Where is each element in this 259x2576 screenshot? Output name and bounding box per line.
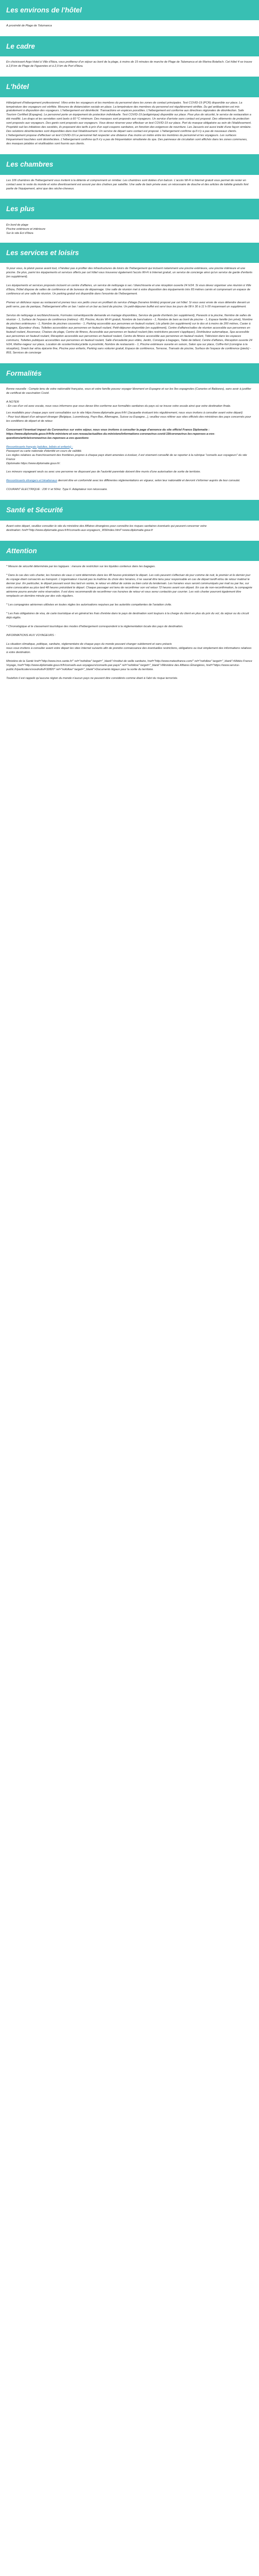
- section-body-plus: [0, 219, 259, 243]
- services-paragraph: Service de nettoyage à sec/blanchisserie, Formules romantiques/de demande en mariage disponibles, Service de garde d'enfants (en supplément), Parasols à la piscine, Nombre de salles de réunion - 1, Surface de l'espace de conférence (mètres) - 83, Piscine, Accès Wi-Fi gratuit, Nombre de bars/salons - 1, Nombre de bars au bord de piscine - 1, Espace famille (en privé), Nombre de piscines extérieures - 1, Nombre de piscines couvertes - 1, Parking accessible aux personnes en fauteuil roulant, Lits pliants (en supplément) sur le dos et à moins de 200 mètres, Casier à bagages, Épurateur d'eau, Toilettes accessibles aux personnes en fauteuil roulant, Petit-déjeuner disponible (en supplément), Centre d'affaires/salles de réunion accessible aux personnes en fauteuil roulant, Ascenseur, Chaises de plage, Centre de fitness, Accessible aux personnes en fauteuil roulant (des restrictions peuvent s'appliquer), Distributeur automatique, Spa accessible aux personnes en fauteuil roulant, Réception accessible aux personnes en fauteuil roulant, Centre de fitness accessible aux personnes en fauteuil roulant, Télévision dans les espaces communs, Toilettes publiques accessibles aux personnes en fauteuil roulant, Salle d'arcade/de jeux vidéo, Jardin, Consigne à bagages, Table de billard, Centre d'affaires, Réception ouverte 24 h/24, Maître-nageur sur place, Location de scooter/motocyclette à proximité, Nombre de restaurants - 1, Piscine extérieure ouverte en saison, Salon spa sur place, Coffre-fort (consigne à la réception), Snack bar et/ou épicerie fine, Piscine pour enfants, Parking sans voiturier gratuit, Espace de conférence, Terrasse, Transats de piscine, Surface de l'espace de conférence (pieds) - 893, Services de concierge: [6, 314, 253, 354]
- closing-paragraph: Toutefois il est rappelé qu'aucune région du monde n'aucun pays ne peuvent être considérés comme étant à l'abri du risque terroriste.: [6, 676, 178, 680]
- section-header-services: Les services et loisirs: [0, 243, 259, 263]
- services-paragraph: Les équipements et services proposés incluent un centre d'affaires, un service de nettoyage à sec / blanchisserie et une réception ouverte 24 h/24. Si vous devez organiser une réunion à Ville d'Ibiza, l'hôtel dispose de salles de conférence et de bureaux de dépannage. Une salle de réunion met à votre disposition des équipements très 83 mètres carrés et comprenant un espace de conférence et une salle de réunion. Un parking gratuit est disponible dans l'enceinte de l'hébergement.: [6, 284, 251, 295]
- passport-line: Diplomatie https://www.diplomatie.gouv.fr/.: [6, 462, 61, 465]
- links-paragraph: Ministère de la Santé href="http://www.invs.sante.fr/" rel="nofollow" target="_blank">Institut de veille sanitaire, href="http://www.meteofrance.com/" rel="nofollow" target="_blank">Météo France Voyage, href="http://www.diplomatie.gouv.fr/fr/conseils-aux-voyageurs/conseils-par-pays/" rel="nofollow" target="_blank">Ministère des Affaires Étrangères, href="https://www.service-public.fr/particuliers/vosdroits/F32820" rel="nofollow" target="_blank">Documents légaux pour la sortie du territoire.: [6, 659, 252, 671]
- section-body-sante: [0, 521, 259, 541]
- plus-line: Sur le site Ect d'Ibiza: [6, 231, 34, 235]
- formalites-paragraph: Bonne nouvelle : Compte tenu de votre nationalité française, vous et votre famille pouvez voyager librement en Espagne et sur les îles espagnoles (Canaries et Baléares), sans avoir à justifier de certificat de vaccination Covid.: [6, 387, 251, 395]
- attention-paragraph: * Dans le cas des vols charter, les horaires de vaux ci sont déterminés dans les 48 heures précédant le départ. Les vols peuvent s'effectuer de jour comme de nuit, le premier et le dernier jour du voyage étant consacrés au transport. L'organisateur n'aurait pas la maîtrise du choix des horaires, il ne saurait être tenu pour responsable en cas de départ tardif et/ou de retour matinal le dernier jour. En particulier, le départ pouvant avoir lieu tard en soirée, le retour en début de soirée ou bien celui du lendemain. Les horaires vous seront communiqués par mail ou par fax, sur votre convocation au plus tard 48 heures précédant le départ. Chaque passager est tenu de reconfirmer son vol retour 72 heures avant son départ. En cas de non-reconfirmation, la compagnie aérienne pourra annuler votre réservation. Il est donc recommandé de reconfirmer vos horaires de retour et vous serez contactés par courrier. Les vols charter pourront également être remplacés en dernière minute par des vols réguliers.: [6, 573, 252, 598]
- sante-paragraph: Avant votre départ, veuillez consulter le site du ministère des Affaires étrangères pour connaître les risques sanitaires éventuels qui peuvent concerner votre: [6, 524, 207, 528]
- section-header-attention: Attention: [0, 541, 259, 561]
- section-body-formalites: [0, 383, 259, 500]
- environs-line: À proximité de Plage de Tolumanca: [6, 24, 52, 28]
- cadre-paragraph: En choisissant Argo Hotel à Ville d'Ibiza, vous profiterez d'un séjour au bord de la plage, à moins de 15 minutes de marche de Plage de Talamanca et de Marina Botafoch. Cet hôtel 4 se trouve à 2,8 km de Plage de Figueretes et à 2,9 km de Port d'Ibiza.: [6, 61, 252, 68]
- section-header-hotel: L'hôtel: [0, 77, 259, 97]
- foreign-text: devront être en conformité avec les différentes réglementations en vigueur, selon leur nationalité et devront s'informer auprès de leur consulat.: [57, 479, 240, 483]
- formalites-note-heading: A NOTER: [6, 400, 19, 404]
- formalites-paragraph: Les modalités pour chaque pays sont consultables sur le site https://www.diplomatie.gouv.fr/fr/ (Jacquette évoluant très régulièrement, nous vous invitons à consulter avant votre départ): [6, 411, 243, 414]
- section-header-chambres: Les chambres: [0, 154, 259, 174]
- attention-paragraph: * Chronologique et le classement touristique des modes d'hébergement correspondent à la réglementation locale des pays de destination.: [6, 625, 183, 628]
- info-heading: INFORMATIONS AUX VOYAGEURS :: [6, 633, 56, 637]
- passport-line: Passeport ou carte nationale d'identité en cours de validité.: [6, 449, 82, 453]
- minors-paragraph: Les mineurs voyageant seuls ou avec une personne ne disposant pas de l'autorité parentale doivent être munis d'une autorisation de sortie de territoire.: [6, 470, 201, 474]
- covid-notice-text: Concernant l'éventuel impact du Coronavirus sur votre séjour, nous vous invitons à consulter la page d'annonce du site officiel France Diplomatie : https://www.diplomatie.gouv.fr/fr/le-ministere-et-son-reseau/actualites-du-ministere/informations-coronavirus-covid-19/coronavirus-les-reponses-a-vos-questions/article/coronavirus-les-reponses-a-vos-questions: [6, 428, 215, 440]
- section-body-cadre: [0, 56, 259, 77]
- info-paragraph: La situation climatique, politique, sanitaire, réglementaire de chaque pays du monde pouvant changer subitement et sans préavis: [6, 642, 172, 646]
- passport-line: Les règles relatives au franchissement des frontières propres à chaque pays étant amenées à évoluer, il est vivement conseillé de se reporter à la rubrique "conseils aux voyageurs" du site France: [6, 453, 247, 461]
- section-body-chambres: [0, 175, 259, 199]
- foreign-paragraph: [6, 479, 253, 483]
- section-header-plus: Les plus: [0, 199, 259, 219]
- formalites-paragraph: - En cas d'un vol avec escale, nous vous informons que vous devez être conforme aux formalités sanitaires du pays où se trouve votre escale ainsi que votre destination finale.: [6, 404, 231, 408]
- services-paragraph: Si pour vous, le plaisir passe avant tout, n'hésitez pas à profiter des infrastructures de loisirs de l'hébergement qui incluent notamment une piscine extérieure, une piscine intérieure et une piscine. De plus, parmi les équipements et services offerts par cet hôtel vous trouverez également l'accès Wi-Fi à Internet gratuit, un service de concierge ainsi qu'un service de garde d'enfants (en supplément).: [6, 267, 253, 278]
- passport-link[interactable]: Ressortissants français (adultes, bébés et enfants) :: [6, 445, 73, 449]
- section-header-sante: Santé et Sécurité: [0, 500, 259, 520]
- attention-paragraph: * Les compagnies aériennes utilisées en toutes règles les autorisations requises par les autorités compétentes de l'aviation civile.: [6, 603, 172, 606]
- hotel-paragraph: Hôte/gérant d'hébergement professionnel. Vibro entre les voyageurs et les membres du personnel dans les zones de contact principales. Test COVID-19 (PCR) disponible sur place. La température des voyageurs est vérifiée. Mesures de distanciation sociale en place. La température des membres du personnel est régulièrement vérifiée. Du gel antibactérien est mis gratuitement à disposition des voyageurs. L'hébergement est désinfecté. Transactions en espèces possibles. L'hébergement est conforme aux directives régionales de désinfection. Safe Tourism Certified (Espagne). Le personnel porte un équipement de protection individuelle. Test COVID-19 (antigénique) disponible sur place. Pour plus de sécurité, le service de restauration a été modifié. Les draps et les serviettes sont lavés à 60 °C minimum. Des masques sont proposés aux voyageurs. Un service d'arrivée sans contact est proposé. Des vêtements de protection sont proposés aux voyageurs. Des gants sont proposés aux voyageurs. Vous devez réserver pour effectuer un test COVID-19 sur place. Port du masque obligatoire au sein de l'établissement. Propriété suit les initiatives des sociétés, ils proposent des tarifs à prix d'un sept coupons sanitaires, en fonction des exigences de nourriture. Les Jacuzzis est aussi traité d'une façon similaire. Des solutions désinfectantes sont disponibles dans tout l'établissement. Un service de départ sans contact est proposé. L'hébergement confirme qu'il n'y a pas de nouveaux clients. L'hébergement propose d'effectuer un test COVID-19 Le personnel fait respecter une distance d'au moins un mètre entre les membres du personnel et les voyageurs. Les surfaces fréquemment touchées sont désinfectées. L'hébergement confirme qu'il n'y a pas de fréquentation simultanée du spa. Des panneaux de circulation sont affichés dans les zones communes, des masques jetables et réutilisables sont fournis aux clients.: [6, 101, 252, 146]
- page: [0, 0, 259, 688]
- attention-paragraph: * Mesure de sécurité déterminée par les logiques : mesure de restriction sur les liquides contenus dans les bagages.: [6, 565, 156, 568]
- sante-paragraph: destination: href="http://www.diplomatie.gouv.fr/fr/conseils-aux-voyageurs_909/index.html">www.diplomatie.gouv.fr: [6, 528, 153, 532]
- attention-paragraph: * Les frais obligatoires de visa, de carte touristique et en général les frais d'entrée dans le pays de destination sont toujours à la charge du client en plus du prix du vol, du séjour ou du circuit déjà réglés.: [6, 612, 249, 619]
- section-body-services: [0, 263, 259, 363]
- section-header-environs: Les environs de l'hôtel: [0, 0, 259, 20]
- plus-line: En bord de plage: [6, 223, 28, 227]
- section-header-cadre: Le cadre: [0, 36, 259, 56]
- plus-line: Piscine extérieure et intérieure: [6, 227, 46, 231]
- info-paragraph: nous vous invitons à consulter avant votre départ les sites Internet suivants afin de prendre connaissance des éventuelles restrictions, obligations ou tout simplement des informations relatives à votre destination.: [6, 646, 252, 654]
- section-header-formalites: Formalités: [0, 363, 259, 383]
- currency-paragraph: COURANT ELECTRIQUE : 230 V et 50Hz. Type F. Adaptateur non nécessaire.: [6, 488, 108, 492]
- formalites-paragraph: - Pour tout départ d'un aéroport étranger (Belgique, Luxembourg, Pays-Bas, Allemagne, Suisse ou Espagne...), veuillez vous référer aux sites officiels des ministères des pays concernés pour les conditions de départ et de retour.: [6, 415, 251, 423]
- section-body-hotel: [0, 97, 259, 155]
- section-body-environs: [0, 20, 259, 36]
- foreign-link[interactable]: Ressortissants étrangers et binationaux: [6, 479, 57, 483]
- section-body-attention: [0, 561, 259, 689]
- chambres-paragraph: Les 106 chambres de l'hébergement vous invitent à la détente et comprennent un minibar. Les chambres sont dotées d'un balcon. L'accès Wi-Fi à Internet gratuit vous permet de rester en contact avec le reste du monde et votre divertissement est assuré par des chaînes par satellite. Une salle de bain privée avec un nécessaire de douche et des articles de toilette gratuits font partie de l'équipement, ainsi que des sèche-cheveux.: [6, 179, 249, 190]
- covid-notice: [6, 428, 253, 441]
- services-paragraph: Prenez un délicieux repas au restaurant et prenez tous vos petits creux en profitant du service d'étage (horaires limités) proposé par cet hôtel. Si vous avez envie de vous détendre devant un petit verre, pas de panique, l'hébergement offre un bar / salon et un bar au bord de piscine. Un petit-déjeuner buffet est servi tous les jours de 08 h 30 à 11 h 00 moyennant un supplément.: [6, 301, 250, 308]
